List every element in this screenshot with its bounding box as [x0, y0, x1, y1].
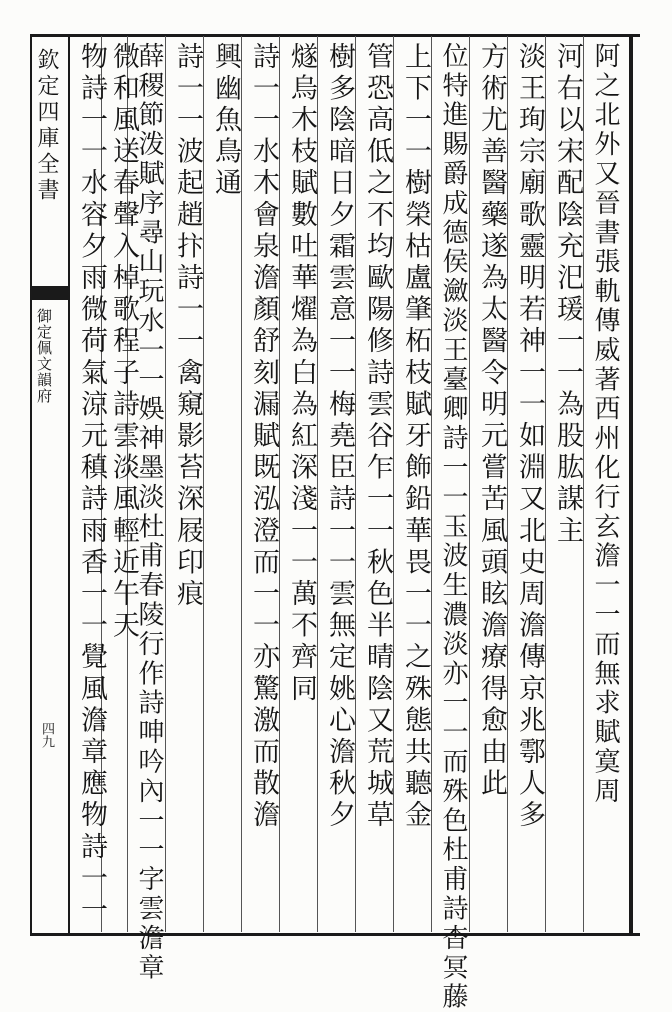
column-text: 燧烏木枝賦數吐華燿為白為紅深淺一一萬不齊同: [286, 42, 317, 706]
text-column-3: [510, 42, 552, 930]
column-text: 位特進賜爵成德侯瀲淡王臺卿詩一一玉波生濃淡亦一一而殊色杜甫詩杳冥藤: [438, 42, 468, 1012]
volume-title: 御定佩文韻府: [35, 308, 53, 404]
text-column-7: [358, 42, 400, 930]
column-text: 河右以宋配陰充汜瑗一一為股肱謀主: [552, 42, 583, 548]
column-text: 方術尤善醫藥遂為太醫令明元嘗苦風頭眩澹療得愈由此: [476, 42, 507, 801]
text-column-2: [548, 42, 590, 930]
fishtail-mark: [32, 286, 68, 300]
column-text: 阿之北外又晉書張軌傳威著西州化行玄澹一一而無求賦寞周: [590, 42, 620, 807]
text-column-4: [472, 42, 514, 930]
frame-top-rule: [30, 34, 640, 37]
column-text: 管恐高低之不均歐陽修詩雲谷乍一一秋色半晴陰又荒城草: [362, 42, 393, 832]
text-column-9: [282, 42, 324, 930]
column-text: 薛稷節泼賦序尋山玩水一一娛神墨淡杜甫春陵行作詩呻吟內一一字雲澹章: [134, 42, 164, 983]
column-text: 淡王珣宗廟歌靈明若神一一如淵又北史周澹傳京兆鄠人多: [514, 42, 545, 832]
column-text: 上下一一樹榮枯盧肇柘枝賦牙飾鉛華畏一一之殊態共聽金: [400, 42, 431, 832]
margin-rule: [68, 34, 70, 936]
column-text: 微和風送春聲入棹歌程子詩雲淡風輕近午天: [108, 42, 139, 643]
column-text: 物詩一一水容夕雨微荷氣涼元稹詩雨香一一覺風澹章應物詩一一: [76, 42, 107, 927]
folio-number: 四九: [39, 722, 54, 748]
text-column-5: [434, 42, 476, 1012]
text-column-1: [586, 42, 628, 930]
text-column-12: [168, 42, 210, 930]
frame-bottom-rule: [30, 933, 640, 936]
column-text: 樹多陰暗日夕霜雲意一一梅堯臣詩一一雲無定姚心澹秋夕: [324, 42, 355, 832]
frame-left-rule: [30, 34, 32, 936]
text-column-15: [72, 42, 114, 930]
text-column-11: [206, 42, 248, 930]
text-column-6: [396, 42, 438, 930]
frame-right-rule: [629, 34, 633, 936]
book-title: 欽定四庫全書: [34, 48, 59, 204]
column-text: 興幽魚鳥通: [210, 42, 241, 200]
column-text: 詩一一波起趙抃詩一一禽窺影苔深屐印痕: [172, 42, 203, 611]
text-column-10: [244, 42, 286, 930]
column-text: 詩一一水木會泉澹顏舒刻漏賦既泓澄而一一亦驚激而散澹: [248, 42, 279, 832]
text-column-8: [320, 42, 362, 930]
